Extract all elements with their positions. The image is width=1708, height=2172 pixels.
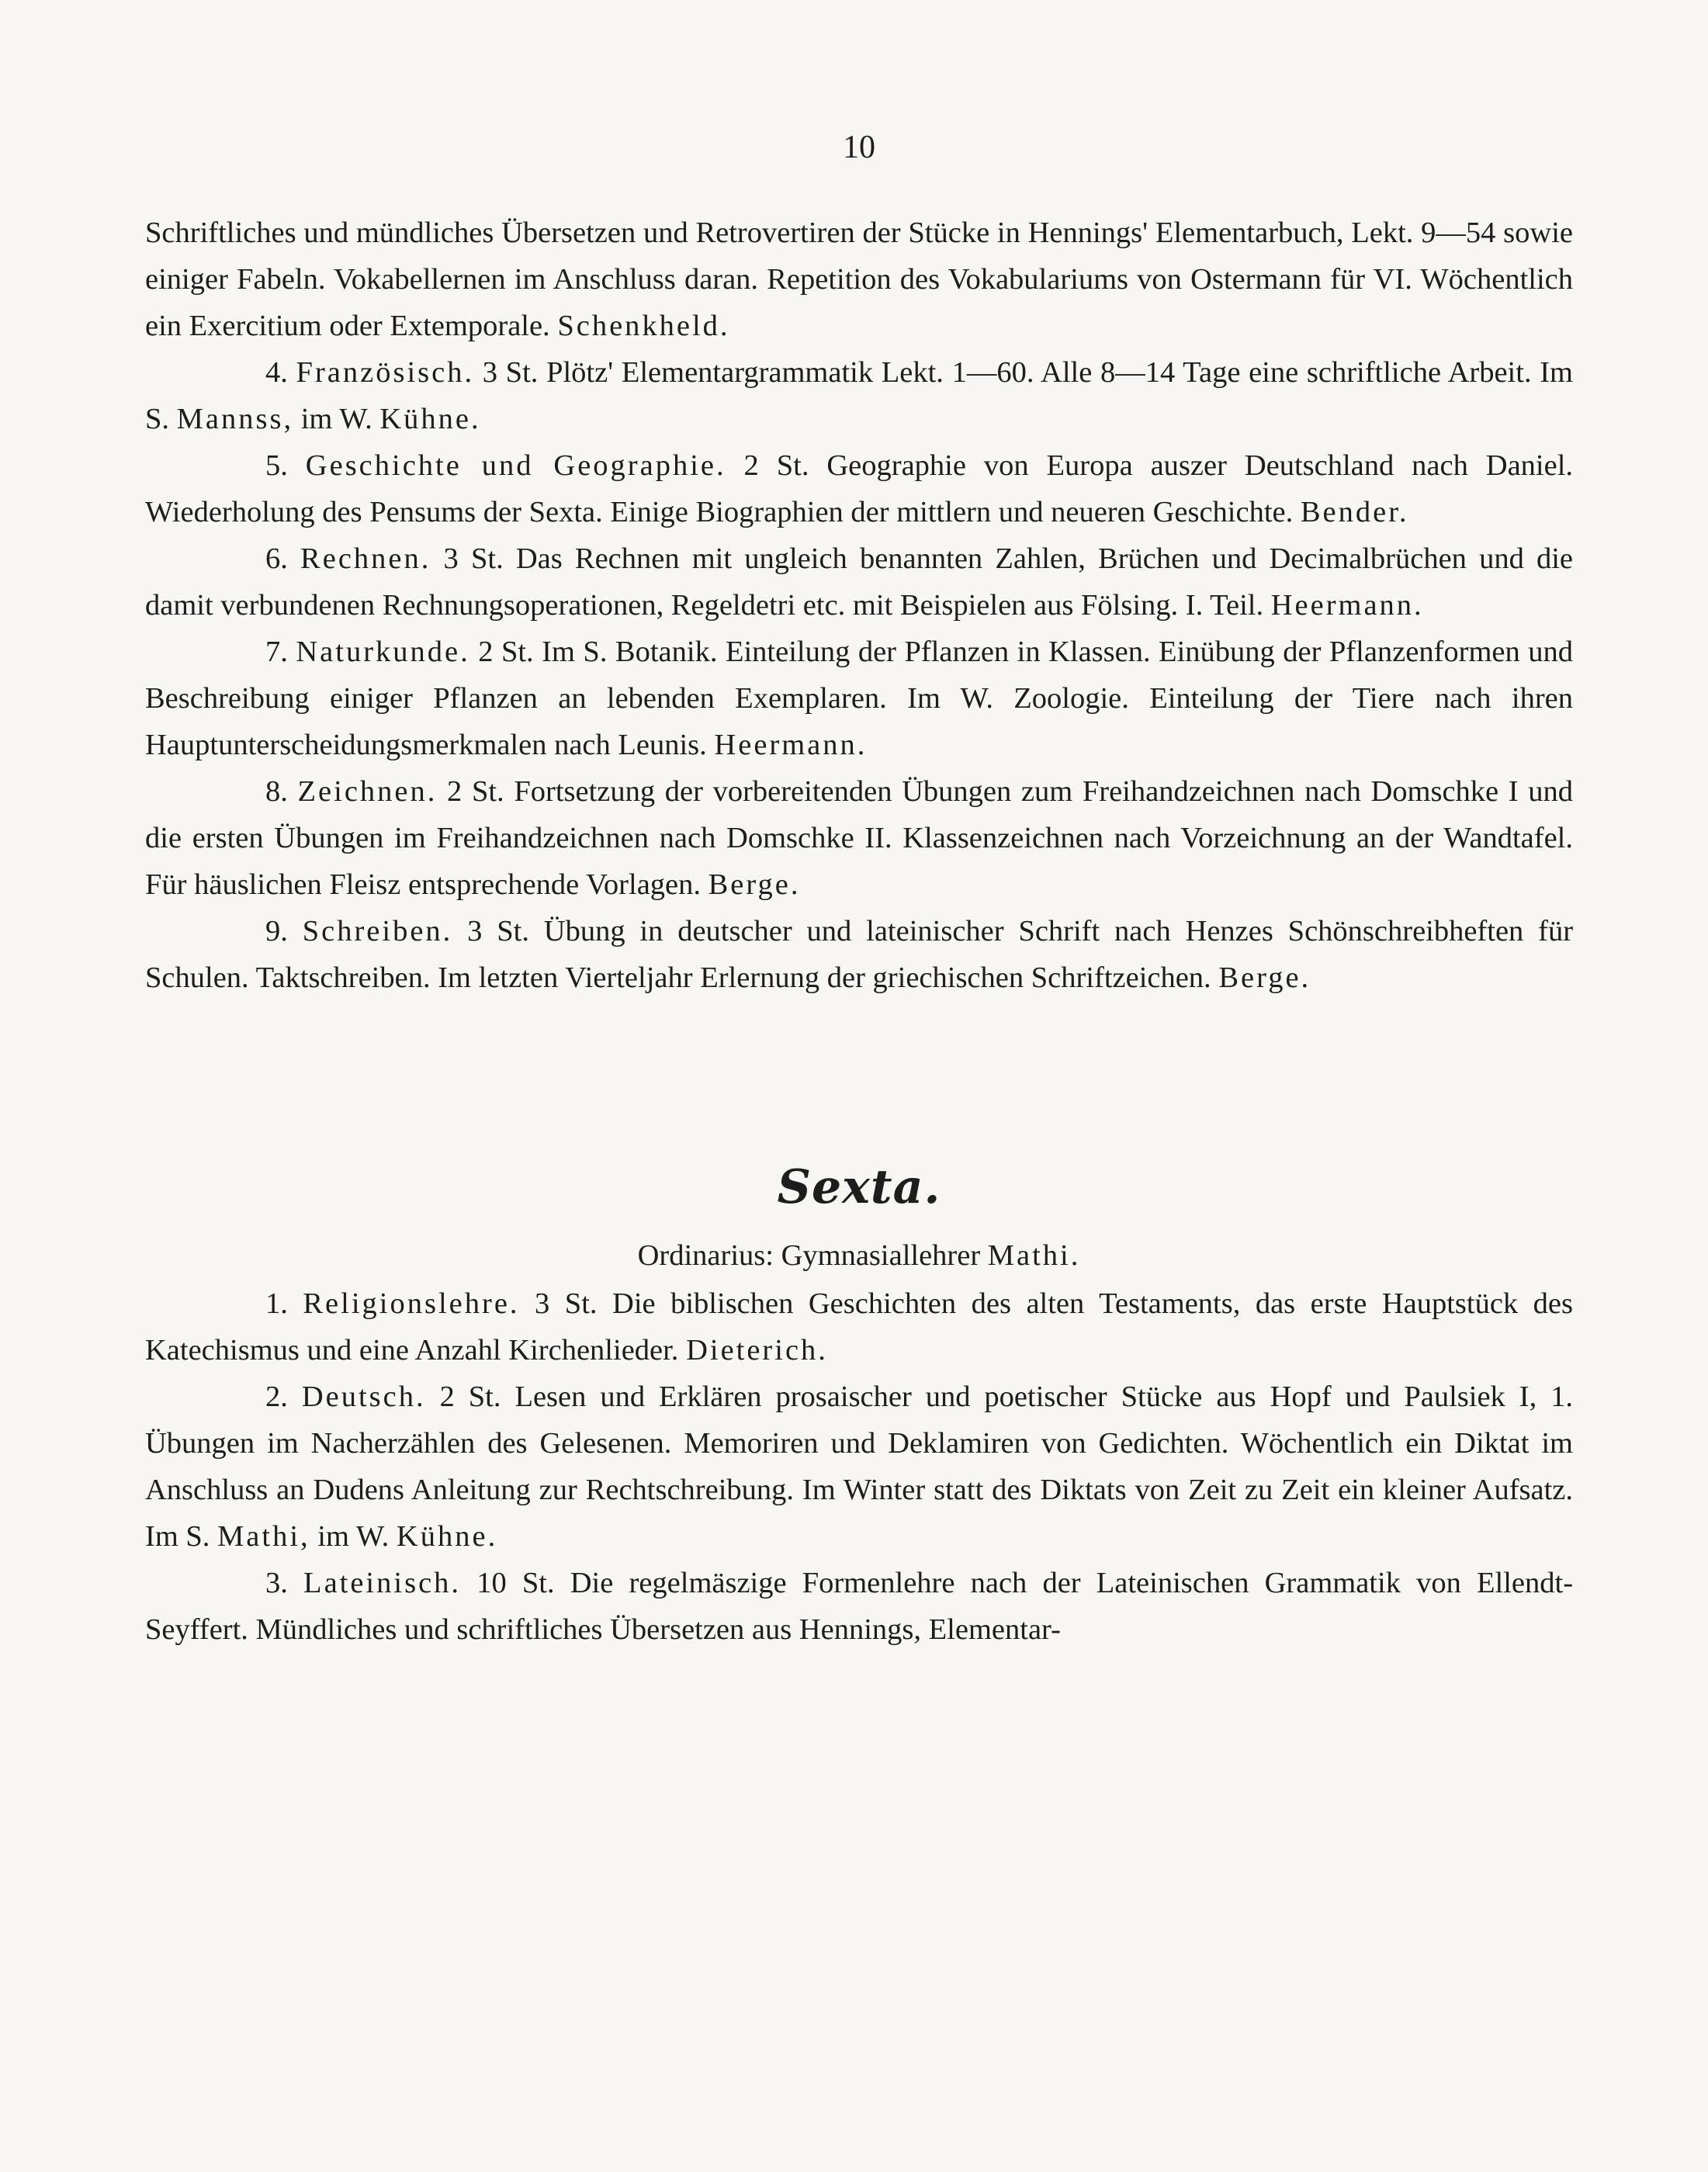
subject-text: 2 St. Geographie von Europa auszer Deutschland nach Daniel. Wiederholung des Pensums der Sexta. Einige Biographien der mittlern und neueren Geschichte.: [145, 449, 1574, 528]
teacher-name: Dieterich.: [686, 1334, 828, 1367]
subject-text: 10 St. Die regelmäszige Formenlehre nach der Lateinischen Grammatik von Ellendt-Seyffert. Mündliches und schriftliches Übersetzen aus Hennings, Elementar-: [145, 1567, 1574, 1646]
subject-name: Rechnen.: [300, 542, 431, 575]
subject-number: 2.: [265, 1380, 288, 1413]
subject-text: 3 St. Die biblischen Geschichten des alten Testaments, das erste Hauptstück des Katechismus und eine Anzahl Kirchenlieder.: [145, 1287, 1574, 1367]
subject-number: 4.: [265, 356, 288, 389]
teacher-name: Bender.: [1300, 496, 1409, 528]
subject-text: 2 St. Lesen und Erklären prosaischer und poetischer Stücke aus Hopf und Paulsiek I, 1. Übungen im Nacherzählen des Gelesenen. Memoriren und Deklamiren von Gedichten. Wöchentlich ein Diktat im Anschluss an Dudens Anleitung zur Rechtschreibung. Im Winter statt des Diktats von Zeit zu Zeit ein kleiner Aufsatz. Im S.: [145, 1380, 1574, 1553]
teacher-name: Berge.: [1218, 961, 1311, 994]
subject-zeichnen: [145, 768, 1573, 908]
teacher-name: Heermann.: [1270, 589, 1424, 622]
subject-number: 5.: [265, 449, 288, 482]
subject-number: 8.: [265, 775, 288, 808]
teacher-name: Mannss,: [176, 403, 294, 435]
teacher-name: Heermann.: [714, 729, 868, 761]
teacher-name: Mathi,: [217, 1520, 310, 1553]
subject-number: 1.: [265, 1287, 288, 1320]
paragraph-text: Schriftliches und mündliches Übersetzen und Retrovertiren der Stücke in Hennings' Elementarbuch, Lekt. 9—54 sowie einiger Fabeln. Vokabellernen im Anschluss daran. Repetition des Vokabulariums von Ostermann für VI. Wöchentlich ein Exercitium oder Extemporale.: [145, 217, 1573, 342]
subject-name: Französisch.: [296, 356, 475, 389]
subject-religionslehre: [145, 1280, 1573, 1374]
ordinarius-name: Mathi.: [987, 1239, 1081, 1272]
section-title-sexta: Sexta.: [777, 1160, 941, 1214]
subject-number: 3.: [265, 1567, 288, 1599]
ordinarius-line: [145, 1232, 1573, 1279]
ordinarius-label: Ordinarius: Gymnasiallehrer: [637, 1239, 981, 1272]
subject-text: 2 St. Im S. Botanik. Einteilung der Pflanzen in Klassen. Einübung der Pflanzenformen und Beschreibung einiger Pflanzen an lebenden Exemplaren. Im W. Zoologie. Einteilung der Tiere nach ihren Hauptunterscheidungsmerkmalen nach Leunis.: [145, 636, 1573, 761]
teacher-name-2: Kühne.: [396, 1520, 498, 1553]
subject-name: Naturkunde.: [296, 636, 470, 668]
teacher-name-2: Kühne.: [379, 403, 481, 435]
subject-text: 2 St. Fortsetzung der vorbereitenden Übungen zum Freihandzeichnen nach Domschke I und die ersten Übungen im Freihandzeichnen nach Domschke II. Klassenzeichnen nach Vorzeichnung an der Wandtafel. Für häuslichen Fleisz entsprechende Vorlagen.: [145, 775, 1574, 901]
subject-number: 6.: [265, 542, 288, 575]
subject-text: 3 St. Das Rechnen mit ungleich benannten Zahlen, Brüchen und Decimalbrüchen und die damit verbundenen Rechnungsoperationen, Regeldetri etc. mit Beispielen aus Fölsing. I. Teil.: [145, 542, 1574, 622]
document-page: [145, 124, 1573, 1653]
subject-extra: im W.: [317, 1520, 390, 1553]
subject-geschichte: [145, 442, 1573, 535]
page-number: 10: [843, 130, 875, 165]
subject-name: Geschichte und Geographie.: [305, 449, 726, 482]
subject-schreiben: [145, 908, 1573, 1001]
subject-franzoesisch: [145, 349, 1573, 442]
subject-number: 7.: [265, 636, 288, 668]
subject-name: Lateinisch.: [303, 1567, 462, 1599]
subject-number: 9.: [265, 915, 288, 947]
subject-extra: im W.: [300, 403, 372, 435]
subject-naturkunde: [145, 629, 1573, 768]
subject-text: 3 St. Übung in deutscher und lateinischer Schrift nach Henzes Schönschreibheften für Schulen. Taktschreiben. Im letzten Vierteljahr Erlernung der griechischen Schriftzeichen.: [145, 915, 1574, 994]
teacher-name: Berge.: [708, 868, 801, 901]
subject-name: Zeichnen.: [297, 775, 438, 808]
subject-text: 3 St. Plötz' Elementargrammatik Lekt. 1—60. Alle 8—14 Tage eine schriftliche Arbeit. Im S.: [145, 356, 1574, 435]
quinta-continuation-paragraph: [145, 210, 1573, 349]
teacher-name: Schenkheld.: [557, 310, 730, 342]
subject-deutsch: [145, 1374, 1573, 1560]
subject-name: Religionslehre.: [303, 1287, 520, 1320]
subject-name: Schreiben.: [302, 915, 453, 947]
subject-lateinisch: [145, 1560, 1573, 1653]
subject-rechnen: [145, 535, 1573, 629]
subject-name: Deutsch.: [301, 1380, 426, 1413]
